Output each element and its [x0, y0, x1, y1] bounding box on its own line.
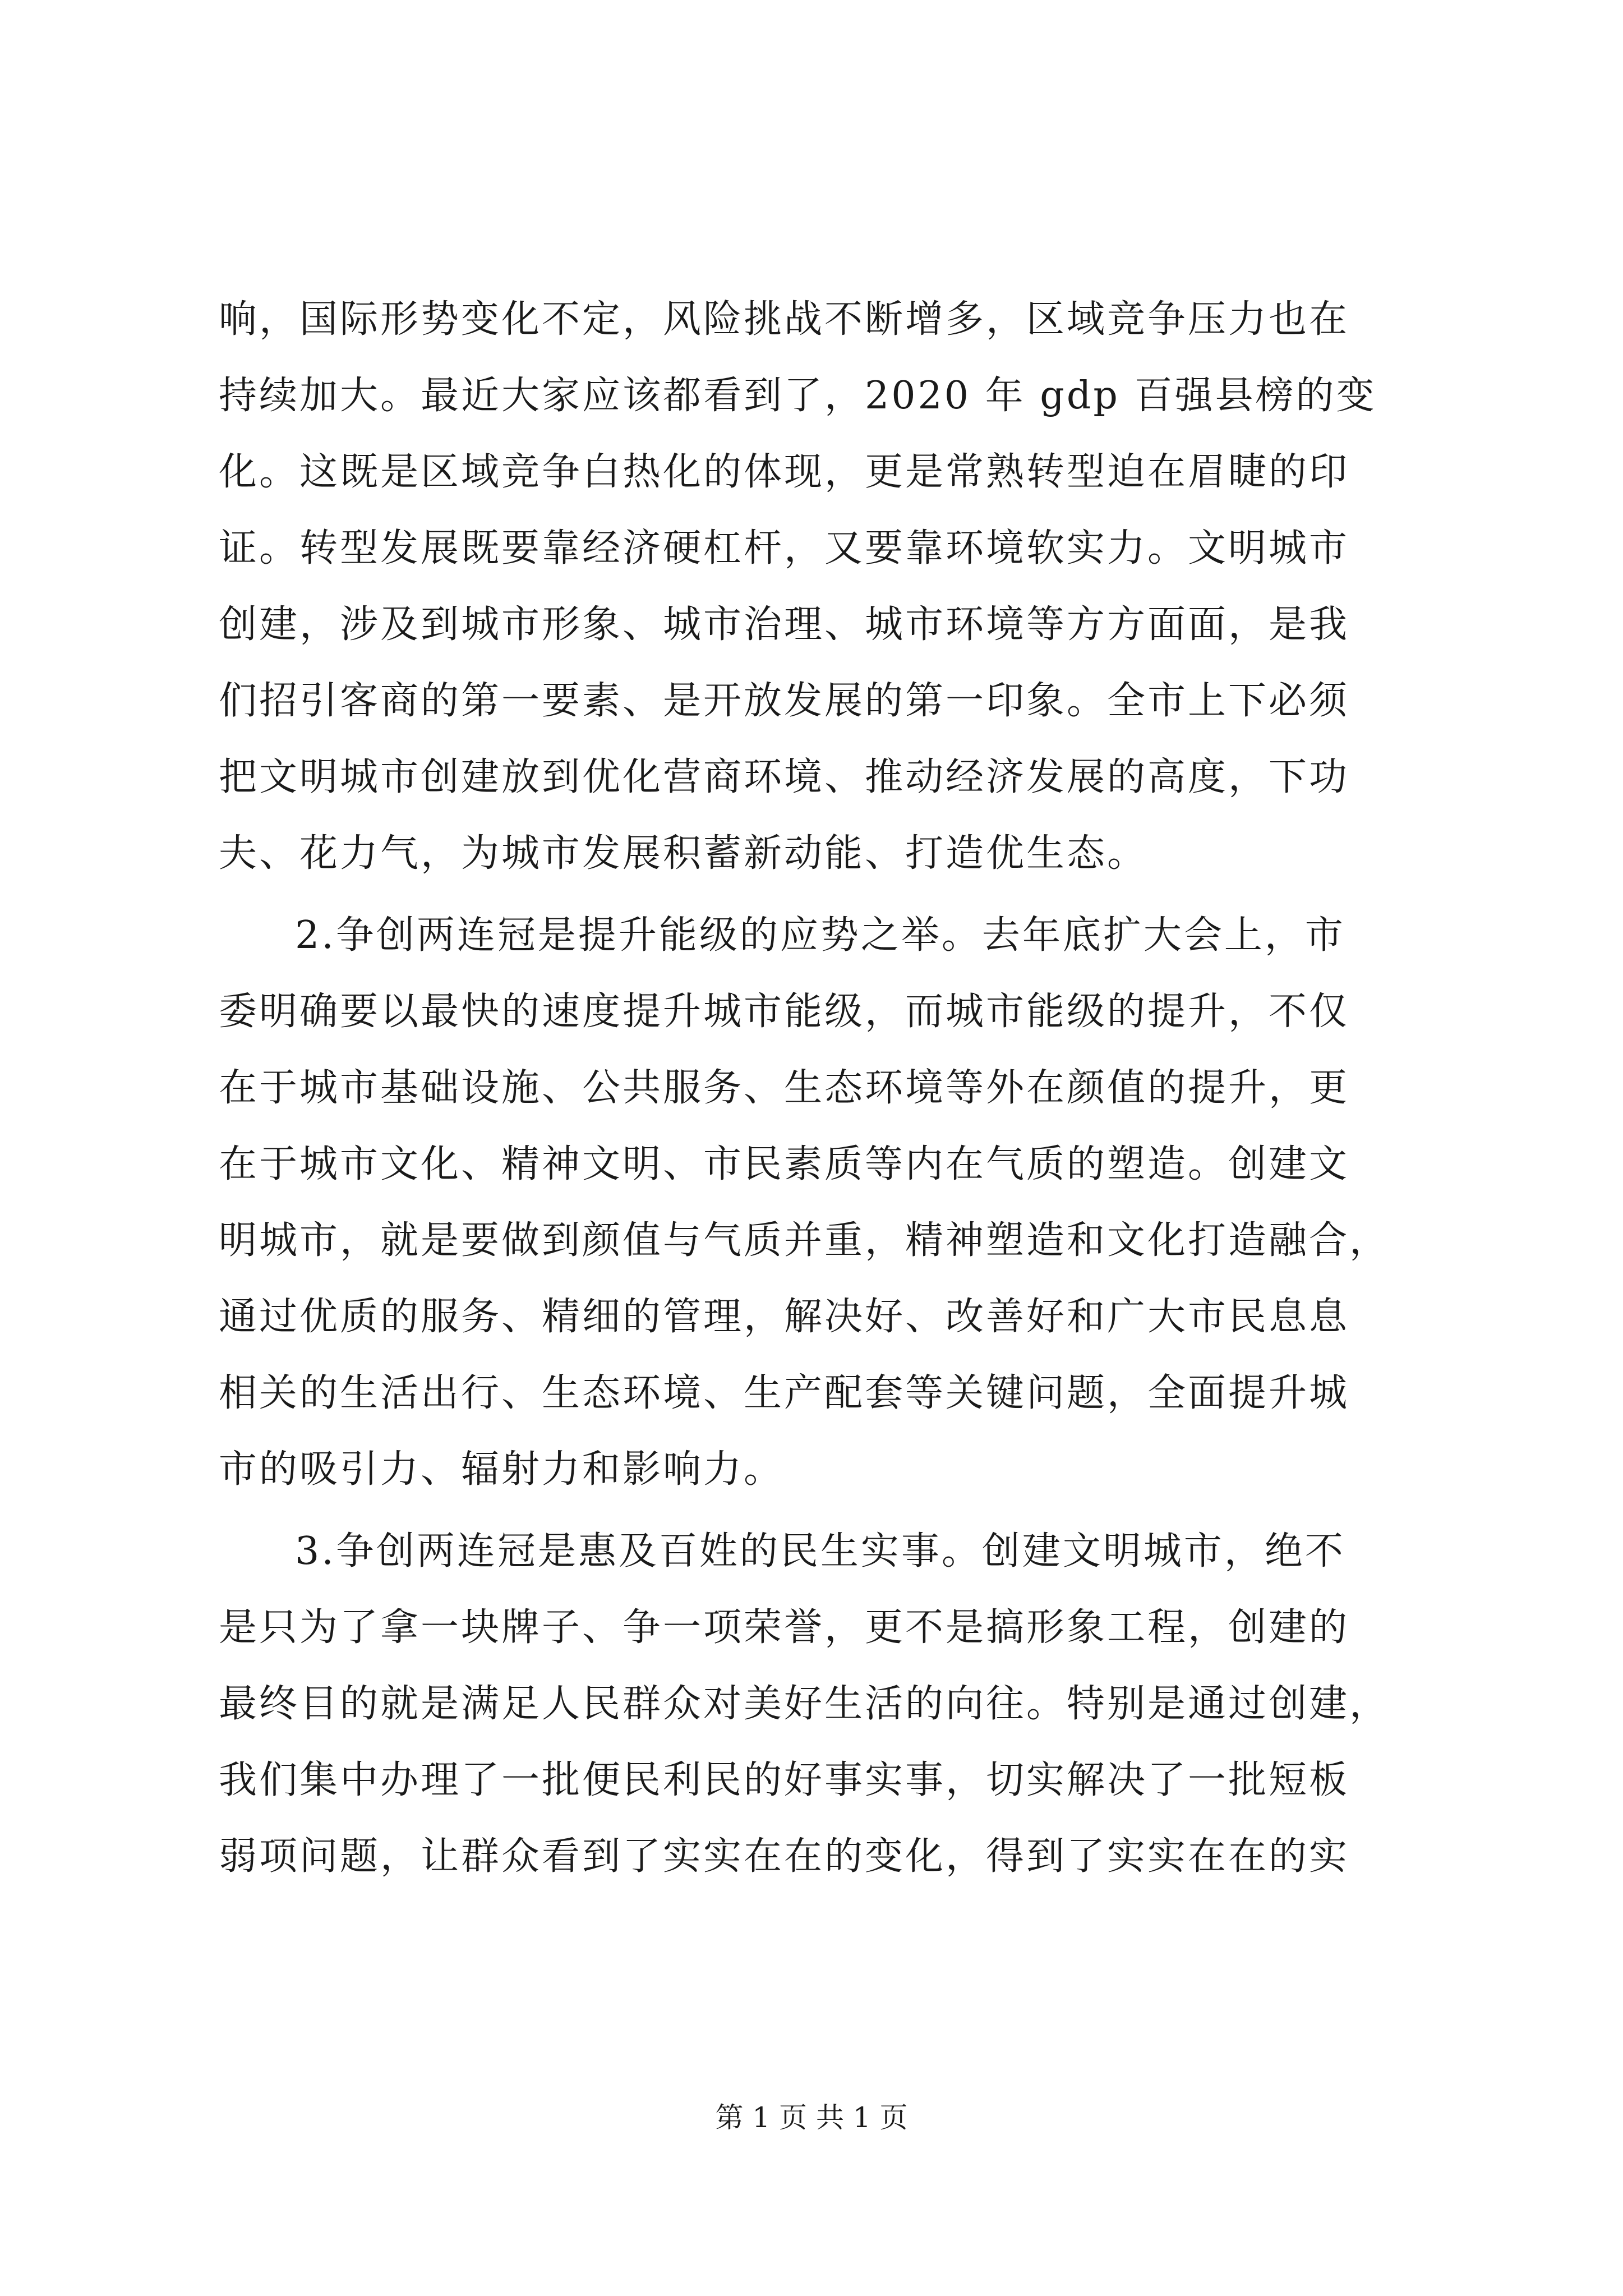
- text-line: 弱项问题，让群众看到了实实在在的变化，得到了实实在在的实: [219, 1834, 1350, 1879]
- text-line: 我们集中办理了一批便民利民的好事实事，切实解决了一批短板: [219, 1758, 1350, 1802]
- text-line: 委明确要以最快的速度提升城市能级，而城市能级的提升，不仅: [219, 990, 1350, 1034]
- text-line: 明城市，就是要做到颜值与气质并重，精神塑造和文化打造融合，: [219, 1218, 1390, 1263]
- text-line: 是只为了拿一块牌子、争一项荣誉，更不是搞形象工程，创建的: [219, 1605, 1350, 1650]
- text-line: 在于城市基础设施、公共服务、生态环境等外在颜值的提升，更: [219, 1066, 1350, 1110]
- text-line: 持续加大。最近大家应该都看到了，2020 年 gdp 百强县榜的变: [219, 374, 1377, 418]
- text-line: 夫、花力气，为城市发展积蓄新动能、打造优生态。: [219, 831, 1148, 876]
- text-line: 在于城市文化、精神文明、市民素质等内在气质的塑造。创建文: [219, 1142, 1350, 1186]
- text-line: 证。转型发展既要靠经济硬杠杆，又要靠环境软实力。文明城市: [219, 526, 1350, 570]
- text-line: 创建，涉及到城市形象、城市治理、城市环境等方方面面，是我: [219, 602, 1350, 647]
- paragraph-2-start: 2.争创两连冠是提升能级的应势之举。去年底扩大会上，市: [295, 913, 1345, 958]
- text-line: 响，国际形势变化不定，风险挑战不断增多，区域竞争压力也在: [219, 297, 1350, 342]
- text-line: 相关的生活出行、生态环境、生产配套等关键问题，全面提升城: [219, 1371, 1350, 1415]
- paragraph-3-start: 3.争创两连冠是惠及百姓的民生实事。创建文明城市，绝不: [295, 1529, 1345, 1573]
- text-line: 通过优质的服务、精细的管理，解决好、改善好和广大市民息息: [219, 1295, 1350, 1339]
- text-line: 最终目的就是满足人民群众对美好生活的向往。特别是通过创建，: [219, 1682, 1390, 1726]
- page-footer: 第 1 页 共 1 页: [715, 2101, 908, 2134]
- text-line: 化。这既是区域竞争白热化的体现，更是常熟转型迫在眉睫的印: [219, 450, 1350, 494]
- text-line: 把文明城市创建放到优化营商环境、推动经济发展的高度，下功: [219, 755, 1350, 799]
- text-line: 们招引客商的第一要素、是开放发展的第一印象。全市上下必须: [219, 679, 1350, 723]
- text-line: 市的吸引力、辐射力和影响力。: [219, 1447, 785, 1492]
